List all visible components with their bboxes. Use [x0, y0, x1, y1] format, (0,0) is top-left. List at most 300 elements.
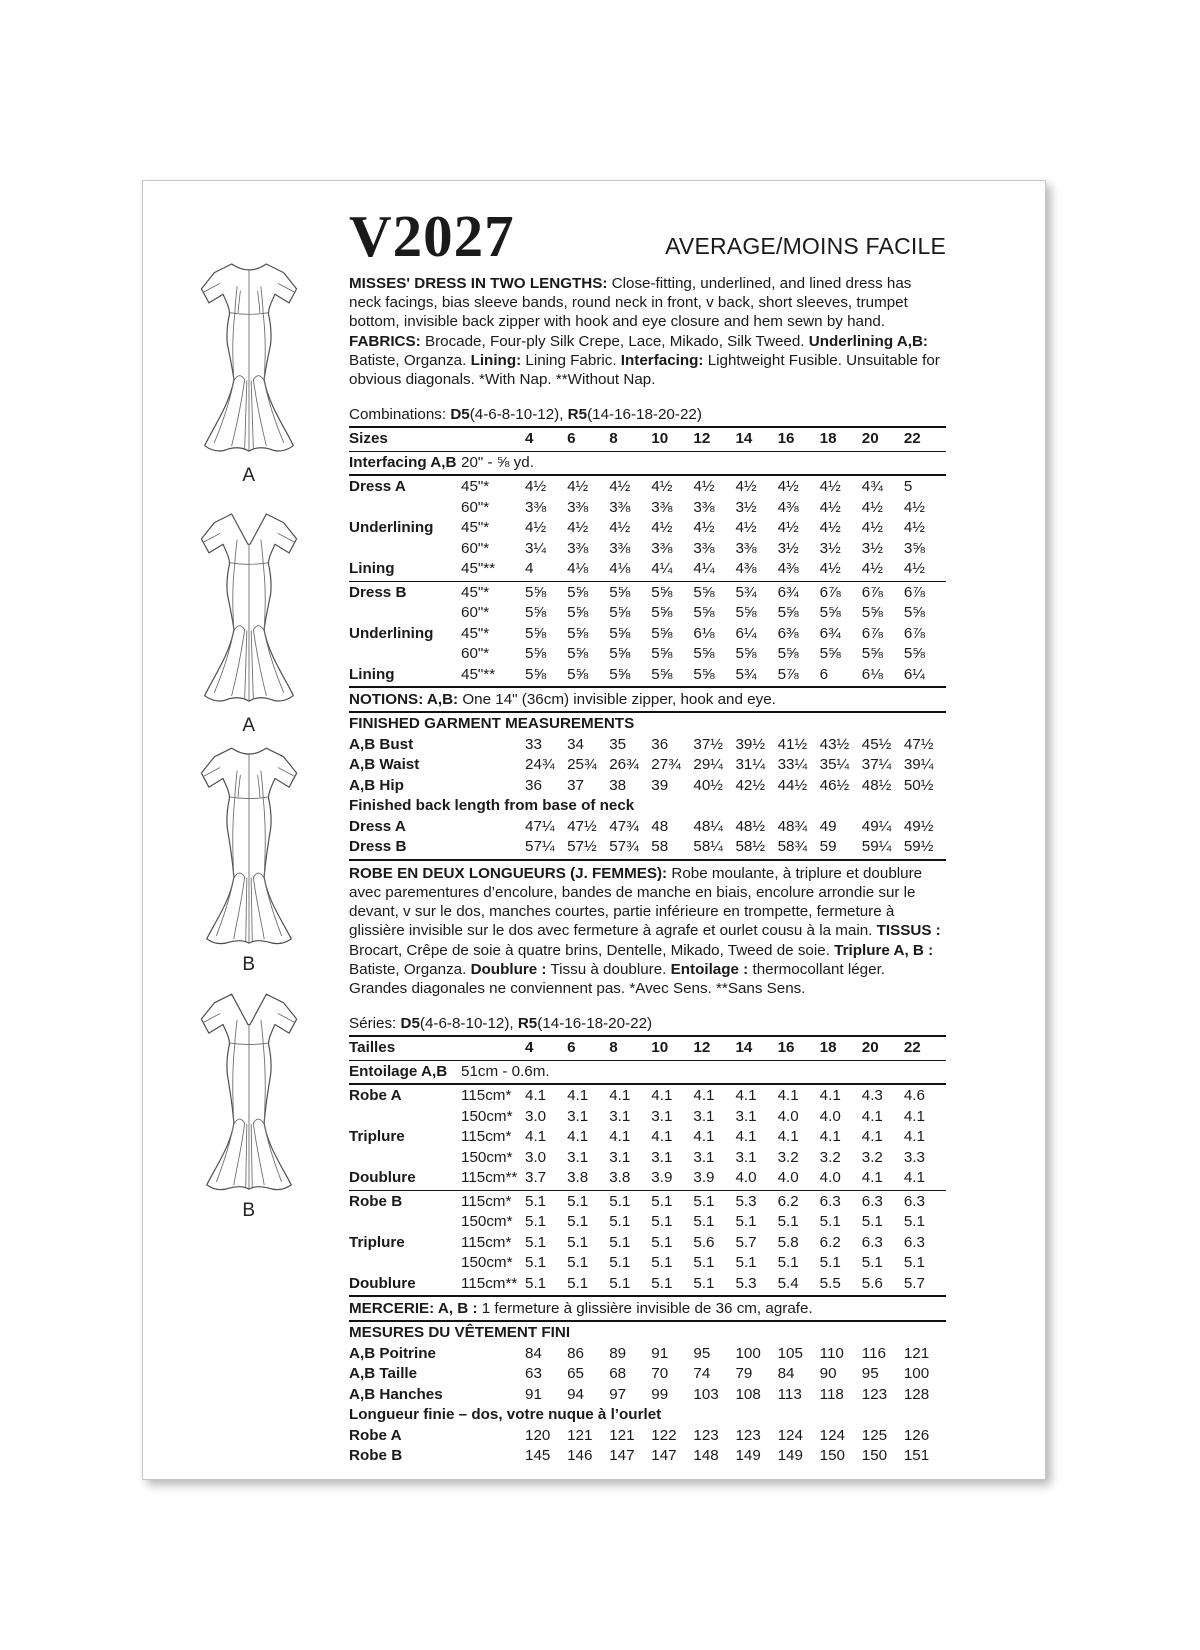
value-cell: 4½: [567, 519, 589, 537]
row-label: Underlining: [349, 624, 434, 642]
value-cell: 147: [651, 1447, 677, 1465]
value-cell: 5.6: [861, 1274, 883, 1292]
row-label: A,B Poitrine: [349, 1344, 436, 1362]
size-header-cell: 20: [861, 1039, 879, 1057]
value-cell: 5.1: [567, 1192, 589, 1210]
size-header-cell: 16: [777, 1039, 795, 1057]
value-cell: 4.6: [903, 1087, 925, 1105]
value-cell: 4½: [819, 478, 841, 496]
value-cell: 4½: [861, 519, 883, 537]
value-cell: 105: [777, 1344, 803, 1362]
value-cell: 5.1: [861, 1254, 883, 1272]
value-cell: 6¼: [903, 665, 925, 683]
value-cell: 5⅝: [525, 624, 547, 642]
table-rule: [349, 1190, 946, 1191]
value-cell: 36: [525, 776, 542, 794]
value-cell: 5.7: [903, 1274, 925, 1292]
value-cell: 3.3: [903, 1148, 925, 1166]
value-cell: 5.4: [777, 1274, 799, 1292]
value-cell: 3⅜: [651, 498, 673, 516]
dress-b-front-drawing: [184, 735, 314, 952]
value-cell: 57½: [567, 838, 597, 856]
value-cell: 6.2: [777, 1192, 799, 1210]
table-rule: [349, 859, 946, 861]
value-cell: 4½: [903, 560, 925, 578]
value-cell: 6⅛: [693, 624, 715, 642]
value-cell: 6¼: [735, 624, 757, 642]
value-cell: 97: [609, 1385, 627, 1403]
table-rule: [349, 1035, 946, 1037]
value-cell: 99: [651, 1385, 669, 1403]
text-segment: D5: [450, 406, 470, 424]
sizes-header-row: [349, 429, 946, 450]
value-cell: 5.1: [735, 1213, 757, 1231]
table-row: [349, 1148, 946, 1169]
table-row: [349, 644, 946, 665]
value-cell: 3.9: [651, 1169, 673, 1187]
value-cell: 48¾: [777, 817, 808, 835]
row-label: A,B Hip: [349, 776, 404, 794]
text-segment: Lightweight Fusible. Unsuitable for obvious diagonals. *With Nap. **Without Nap.: [349, 351, 940, 389]
row-label: Robe B: [349, 1192, 403, 1210]
english-description: [349, 274, 946, 389]
size-header-cell: 10: [651, 1039, 669, 1057]
value-cell: 4⅜: [735, 560, 757, 578]
value-cell: 6.3: [819, 1192, 841, 1210]
value-cell: 5¾: [735, 583, 757, 601]
table-row: [349, 1364, 946, 1385]
text-segment: One 14" (36cm) invisible zipper, hook and eye.: [458, 691, 776, 709]
table-row: [349, 735, 946, 756]
value-cell: 46½: [819, 776, 850, 794]
value-cell: 4.1: [609, 1128, 631, 1146]
table-row: [349, 603, 946, 624]
value-cell: 4¾: [861, 478, 883, 496]
value-cell: 5: [903, 478, 913, 496]
size-header-cell: 6: [567, 1039, 576, 1057]
size-header-cell: 18: [819, 430, 837, 448]
text-segment: D5: [400, 1015, 420, 1033]
value-cell: 47¼: [525, 817, 555, 835]
value-cell: 5.1: [525, 1233, 547, 1251]
value-cell: 4.1: [693, 1087, 715, 1105]
value-cell: 5⅝: [651, 604, 673, 622]
value-cell: 5⅝: [735, 645, 757, 663]
text-segment: R5: [567, 406, 588, 424]
text-segment: TISSUS :: [876, 922, 941, 940]
value-cell: 3.1: [609, 1107, 631, 1125]
value-cell: 5.1: [819, 1213, 841, 1231]
value-cell: 5.1: [819, 1254, 841, 1272]
value-cell: 5.1: [777, 1213, 799, 1231]
table-rule: [349, 1060, 946, 1061]
table-row: [349, 624, 946, 645]
value-cell: 5.1: [525, 1213, 547, 1231]
row-label: Lining: [349, 665, 395, 683]
value-cell: 39: [651, 776, 669, 794]
value-cell: 4½: [693, 519, 715, 537]
value-cell: 91: [525, 1385, 542, 1403]
fabric-width-cell: 45"*: [461, 478, 490, 496]
text-segment: Entoilage :: [670, 960, 749, 978]
value-cell: 3⅜: [567, 498, 589, 516]
value-cell: 4.1: [861, 1169, 883, 1187]
row-label: Dress A: [349, 817, 406, 835]
value-cell: 26¾: [609, 756, 639, 774]
fabric-width-cell: 60"*: [461, 645, 490, 663]
value-cell: 4⅜: [777, 560, 799, 578]
back-length-subhead-fr: Longueur finie – dos, votre nuque à l’ourlet: [349, 1406, 662, 1424]
value-cell: 3.7: [525, 1169, 547, 1187]
value-cell: 49¼: [861, 817, 892, 835]
measurements-title-en: FINISHED GARMENT MEASUREMENTS: [349, 715, 635, 733]
value-cell: 5⅝: [693, 604, 715, 622]
fabric-width-cell: 150cm*: [461, 1148, 513, 1166]
value-cell: 4.1: [693, 1128, 715, 1146]
value-cell: 25¾: [567, 756, 597, 774]
row-label: Robe A: [349, 1087, 402, 1105]
value-cell: 4.1: [735, 1128, 757, 1146]
value-cell: 4: [525, 560, 534, 578]
value-cell: 5.1: [693, 1192, 715, 1210]
value-cell: 3⅜: [735, 539, 757, 557]
sketch-label-b-back: B: [242, 1200, 256, 1221]
text-segment: Combinations:: [349, 406, 451, 424]
text-segment: Batiste, Organza.: [349, 351, 471, 369]
size-header-cell: 4: [525, 1039, 534, 1057]
fabric-width-cell: 115cm*: [461, 1192, 512, 1210]
fabric-width-cell: 45"*: [461, 519, 490, 537]
value-cell: 4.1: [777, 1087, 799, 1105]
value-cell: 5.1: [651, 1274, 673, 1292]
value-cell: 36: [651, 735, 669, 753]
table-row: [349, 498, 946, 519]
value-cell: 3.2: [777, 1148, 799, 1166]
value-cell: 149: [777, 1447, 803, 1465]
value-cell: 4½: [651, 519, 673, 537]
value-cell: 3⅜: [693, 498, 715, 516]
value-cell: 148: [693, 1447, 719, 1465]
value-cell: 47½: [903, 735, 934, 753]
value-cell: 150: [819, 1447, 845, 1465]
value-cell: 4.1: [735, 1087, 757, 1105]
row-span-value: 51cm - 0.6m.: [461, 1062, 550, 1080]
value-cell: 5⅝: [777, 604, 799, 622]
fabric-width-cell: 115cm*: [461, 1233, 512, 1251]
value-cell: 5.1: [567, 1213, 589, 1231]
value-cell: 50½: [903, 776, 934, 794]
fabric-width-cell: 115cm**: [461, 1274, 518, 1292]
value-cell: 6¾: [819, 624, 841, 642]
value-cell: 35: [609, 735, 627, 753]
row-label: Triplure: [349, 1233, 405, 1251]
table-row: [349, 665, 946, 686]
value-cell: 4.3: [861, 1087, 883, 1105]
dress-a-yardage-rows: [349, 477, 946, 580]
table-row: [349, 1274, 946, 1295]
value-cell: 6⅜: [777, 624, 799, 642]
value-cell: 89: [609, 1344, 627, 1362]
value-cell: 4½: [777, 519, 799, 537]
value-cell: 5.6: [693, 1233, 715, 1251]
table-row: [349, 1168, 946, 1189]
size-header-cell: 4: [525, 430, 534, 448]
value-cell: 116: [861, 1344, 886, 1362]
value-cell: 58: [651, 838, 669, 856]
value-cell: 3.1: [693, 1148, 715, 1166]
yardage-table-en: [349, 426, 946, 713]
value-cell: 124: [777, 1426, 803, 1444]
value-cell: 4.0: [777, 1107, 799, 1125]
value-cell: 3.1: [609, 1148, 631, 1166]
text-segment: Lining Fabric.: [521, 351, 621, 369]
value-cell: 100: [735, 1344, 761, 1362]
row-label: Entoilage A,B: [349, 1062, 448, 1080]
row-label: A,B Taille: [349, 1365, 418, 1383]
value-cell: 6.3: [861, 1233, 883, 1251]
size-header-cell: 14: [735, 430, 753, 448]
size-header-cell: 6: [567, 430, 576, 448]
robe-b-yardage-rows: [349, 1192, 946, 1295]
value-cell: 5⅞: [777, 665, 799, 683]
pattern-number: V2027: [349, 203, 515, 269]
value-cell: 3¼: [525, 539, 547, 557]
value-cell: 48: [651, 817, 669, 835]
value-cell: 108: [735, 1385, 761, 1403]
dress-b-back-drawing: [184, 981, 314, 1198]
text-segment: (14-16-18-20-22): [587, 406, 702, 424]
value-cell: 3½: [777, 539, 799, 557]
value-cell: 5.3: [735, 1192, 757, 1210]
text-segment: MERCERIE: A, B :: [349, 1300, 478, 1318]
text-segment: thermocollant léger. Grandes diagonales ne conviennent pas. *Avec Sens. **Sans Sens.: [349, 960, 886, 997]
value-cell: 48¼: [693, 817, 723, 835]
value-cell: 5.1: [567, 1254, 589, 1272]
row-label: A,B Waist: [349, 756, 420, 774]
size-header-cell: 18: [819, 1039, 837, 1057]
value-cell: 5.1: [777, 1254, 799, 1272]
table-row: [349, 837, 946, 858]
yardage-table-fr: [349, 1035, 946, 1322]
table-row: [349, 1344, 946, 1365]
value-cell: 5⅝: [819, 645, 841, 663]
dress-b-front-sketch: [171, 735, 327, 976]
value-cell: 3.0: [525, 1107, 547, 1125]
text-segment: Interfacing:: [620, 351, 704, 369]
value-cell: 5.1: [651, 1192, 673, 1210]
robe-a-yardage-rows: [349, 1086, 946, 1189]
value-cell: 59: [819, 838, 837, 856]
table-row: [349, 1253, 946, 1274]
value-cell: 3.1: [567, 1107, 589, 1125]
value-cell: 86: [567, 1344, 584, 1362]
value-cell: 5.1: [693, 1213, 715, 1231]
back-length-rows-en: [349, 817, 946, 858]
text-segment: Doublure :: [470, 960, 547, 978]
value-cell: 27¾: [651, 756, 681, 774]
value-cell: 4½: [609, 478, 631, 496]
value-cell: 4½: [525, 478, 547, 496]
value-cell: 5⅝: [525, 645, 547, 663]
value-cell: 4.1: [777, 1128, 799, 1146]
value-cell: 126: [903, 1426, 930, 1444]
row-label: Doublure: [349, 1274, 416, 1292]
table-row: [349, 1385, 946, 1406]
dress-a-front-sketch: [171, 251, 327, 487]
value-cell: 5.1: [525, 1254, 547, 1272]
value-cell: 5⅝: [861, 604, 883, 622]
value-cell: 5.1: [651, 1254, 673, 1272]
value-cell: 5.8: [777, 1233, 799, 1251]
value-cell: 95: [693, 1344, 711, 1362]
value-cell: 6.3: [903, 1192, 925, 1210]
value-cell: 5.1: [609, 1213, 631, 1231]
value-cell: 4½: [903, 498, 925, 516]
value-cell: 49: [819, 817, 837, 835]
value-cell: 5⅝: [567, 583, 589, 601]
value-cell: 103: [693, 1385, 719, 1403]
table-rule: [349, 451, 946, 452]
value-cell: 4½: [693, 478, 715, 496]
fabric-width-cell: 60"*: [461, 604, 490, 622]
table-row: [349, 1086, 946, 1107]
text-segment: Brocart, Crêpe de soie à quatre brins, Dentelle, Mikado, Tweed de soie.: [349, 941, 835, 959]
value-cell: 4½: [609, 519, 631, 537]
value-cell: 4⅛: [567, 560, 589, 578]
value-cell: 150: [861, 1447, 888, 1465]
table-row: [349, 817, 946, 838]
text-segment: Robe moulante, à triplure et doublure avec parementures d’encolure, bandes de manche en biais, encolure arrondie sur le devant, v sur le dos, manches courtes, partie inférieure en trompette, fermeture à glissière invisible sur le dos avec fermeture à agrafe et ourlet cousu à la main.: [349, 864, 923, 940]
sizes-label: Sizes: [349, 430, 388, 448]
value-cell: 68: [609, 1365, 627, 1383]
value-cell: 3.1: [735, 1107, 757, 1125]
value-cell: 41½: [777, 735, 808, 753]
value-cell: 39½: [735, 735, 766, 753]
value-cell: 37: [567, 776, 584, 794]
value-cell: 4½: [735, 478, 757, 496]
fabric-width-cell: 45"**: [461, 665, 496, 683]
value-cell: 3⅜: [693, 539, 715, 557]
pattern-envelope-back: [142, 180, 1046, 1480]
value-cell: 5⅝: [651, 583, 673, 601]
table-rule: [349, 426, 946, 428]
measurement-rows-fr: [349, 1344, 946, 1406]
fabric-width-cell: 45"**: [461, 560, 496, 578]
value-cell: 149: [735, 1447, 761, 1465]
value-cell: 4½: [861, 498, 883, 516]
value-cell: 3⅜: [651, 539, 673, 557]
value-cell: 3.1: [735, 1148, 757, 1166]
value-cell: 4.1: [567, 1087, 589, 1105]
table-rule: [349, 1295, 946, 1297]
value-cell: 34: [567, 735, 584, 753]
table-row: [349, 583, 946, 604]
value-cell: 6⅞: [903, 583, 925, 601]
table-row: [349, 776, 946, 797]
combinations-line: [349, 405, 946, 424]
table-rule: [349, 686, 946, 688]
value-cell: 4½: [651, 478, 673, 496]
value-cell: 4.1: [861, 1107, 883, 1125]
value-cell: 5⅝: [735, 604, 757, 622]
value-cell: 5.1: [609, 1192, 631, 1210]
value-cell: 95: [861, 1365, 879, 1383]
finished-measurements-fr: [349, 1323, 946, 1467]
value-cell: 74: [693, 1365, 711, 1383]
row-label: Underlining: [349, 519, 434, 537]
value-cell: 4.0: [777, 1169, 799, 1187]
value-cell: 4½: [819, 519, 841, 537]
size-header-cell: 22: [903, 1039, 921, 1057]
value-cell: 122: [651, 1426, 677, 1444]
size-header-cell: 8: [609, 1039, 618, 1057]
row-label: Triplure: [349, 1128, 405, 1146]
value-cell: 5.1: [693, 1254, 715, 1272]
value-cell: 58¾: [777, 838, 808, 856]
table-rule: [349, 1320, 946, 1322]
value-cell: 3.1: [651, 1107, 673, 1125]
value-cell: 33¼: [777, 756, 808, 774]
value-cell: 5⅝: [609, 583, 631, 601]
value-cell: 33: [525, 735, 542, 753]
fabric-width-cell: 150cm*: [461, 1213, 513, 1231]
value-cell: 59¼: [861, 838, 892, 856]
row-span-value: 20" - ⅝ yd.: [461, 453, 534, 471]
value-cell: 110: [819, 1344, 844, 1362]
entoilage-row: [349, 1062, 946, 1083]
table-row: [349, 453, 946, 474]
value-cell: 145: [525, 1447, 551, 1465]
row-label: Dress B: [349, 583, 407, 601]
value-cell: 5.1: [567, 1233, 589, 1251]
fabric-width-cell: 45"*: [461, 583, 490, 601]
value-cell: 151: [903, 1447, 930, 1465]
text-segment: ROBE EN DEUX LONGUEURS (J. FEMMES):: [349, 864, 668, 882]
size-header-cell: 20: [861, 430, 879, 448]
text-segment: Underlining A,B:: [808, 332, 928, 350]
table-row: [349, 477, 946, 498]
dress-a-front-drawing: [184, 251, 314, 463]
value-cell: 84: [777, 1365, 795, 1383]
value-cell: 63: [525, 1365, 542, 1383]
measurements-title-fr: MESURES DU VÊTEMENT FINI: [349, 1324, 571, 1342]
value-cell: 45½: [861, 735, 892, 753]
value-cell: 4.1: [525, 1128, 547, 1146]
value-cell: 38: [609, 776, 627, 794]
size-header-cell: 8: [609, 430, 618, 448]
value-cell: 4½: [861, 560, 883, 578]
value-cell: 4½: [903, 519, 925, 537]
value-cell: 100: [903, 1365, 930, 1383]
value-cell: 5⅝: [861, 645, 883, 663]
value-cell: 31¼: [735, 756, 766, 774]
value-cell: 48½: [861, 776, 892, 794]
value-cell: 5⅝: [651, 665, 673, 683]
value-cell: 5.3: [735, 1274, 757, 1292]
row-label: Doublure: [349, 1169, 416, 1187]
sketch-label-a-back: A: [242, 715, 256, 736]
value-cell: 39¼: [903, 756, 934, 774]
value-cell: 5⅝: [693, 583, 715, 601]
notions-line: [349, 689, 946, 710]
french-description: [349, 864, 946, 998]
table-row: [349, 1212, 946, 1233]
value-cell: 6⅞: [861, 583, 883, 601]
value-cell: 4½: [819, 560, 841, 578]
value-cell: 4.1: [861, 1128, 883, 1146]
value-cell: 6.2: [819, 1233, 841, 1251]
value-cell: 44½: [777, 776, 808, 794]
